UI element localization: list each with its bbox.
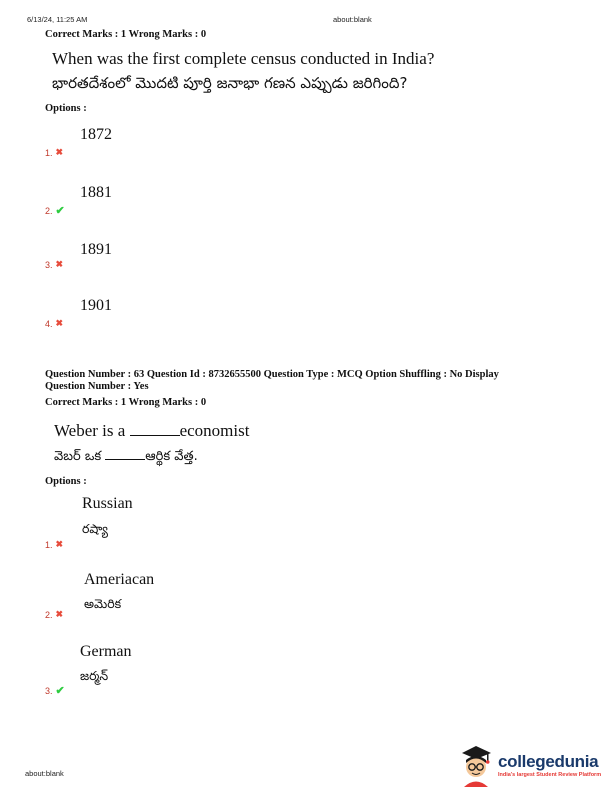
q2-text-te-part2: ఆర్థిక వేత్త. (145, 449, 198, 464)
option-number: 3. (45, 259, 53, 270)
wrong-mark-icon: ✖ (55, 318, 64, 328)
q1-marks: Correct Marks : 1 Wrong Marks : 0 (45, 29, 207, 40)
q2-option-3-text: German (80, 643, 132, 660)
q1-options-label: Options : (45, 103, 87, 114)
q2-marks: Correct Marks : 1 Wrong Marks : 0 (45, 397, 207, 408)
brand-tagline: India's largest Student Review Platform (498, 772, 602, 778)
option-number: 4. (45, 318, 53, 329)
q2-text-te-part1: వెబర్ ఒక (54, 449, 102, 464)
q1-text-english: When was the first complete census conducted in India? (52, 49, 435, 68)
brand-name: collegedunia (498, 752, 599, 771)
q1-option-1[interactable] (45, 147, 63, 158)
option-number: 3. (45, 685, 53, 696)
q2-text-english (54, 420, 249, 442)
blank-line (130, 423, 180, 436)
q2-option-1-text: Russian (82, 495, 133, 512)
q2-options-label: Options : (45, 476, 87, 487)
q1-option-1-text: 1872 (80, 126, 112, 143)
q2-info-line-2: Question Number : Yes (45, 381, 149, 392)
q1-option-3[interactable] (45, 259, 63, 270)
wrong-mark-icon: ✖ (55, 609, 64, 619)
option-number: 1. (45, 147, 53, 158)
blank-line (105, 449, 145, 460)
print-url: about:blank (333, 15, 372, 24)
q1-text-telugu: భారతదేశంలో మొదటి పూర్తి జనాభా గణన ఎప్పుడు జరిగింది? (52, 74, 408, 92)
q2-option-3-telugu: జర్మన్ (80, 668, 109, 683)
q2-text-en-part2: economist (179, 421, 250, 440)
q2-option-2-telugu: అమెరిక (84, 596, 122, 611)
q1-option-4-text: 1901 (80, 297, 112, 314)
q1-option-3-text: 1891 (80, 241, 112, 258)
correct-mark-icon: ✔ (55, 685, 65, 697)
q1-option-2[interactable] (45, 204, 65, 217)
footer-url: about:blank (25, 769, 64, 778)
q2-text-en-part1: Weber is a (54, 421, 126, 440)
wrong-mark-icon: ✖ (55, 259, 64, 269)
option-number: 2. (45, 609, 53, 620)
option-number: 1. (45, 539, 53, 550)
option-number: 2. (45, 205, 53, 216)
wrong-mark-icon: ✖ (55, 147, 64, 157)
q2-option-2[interactable] (45, 609, 63, 620)
q2-option-1-telugu: రష్యా (82, 521, 109, 536)
q1-option-2-text: 1881 (80, 184, 112, 201)
brand-logo (458, 743, 601, 787)
q2-info-line-1: Question Number : 63 Question Id : 8732655500 Question Type : MCQ Option Shuffling : No Display (45, 369, 499, 380)
q2-text-telugu (54, 446, 198, 468)
print-datetime: 6/13/24, 11:25 AM (27, 15, 88, 24)
q2-option-1[interactable] (45, 539, 63, 550)
correct-mark-icon: ✔ (55, 205, 65, 217)
wrong-mark-icon: ✖ (55, 539, 64, 549)
q1-option-4[interactable] (45, 318, 63, 329)
q2-option-3[interactable] (45, 684, 65, 697)
graduate-mascot-icon (458, 743, 494, 787)
q2-option-2-text: Ameriacan (84, 571, 155, 588)
